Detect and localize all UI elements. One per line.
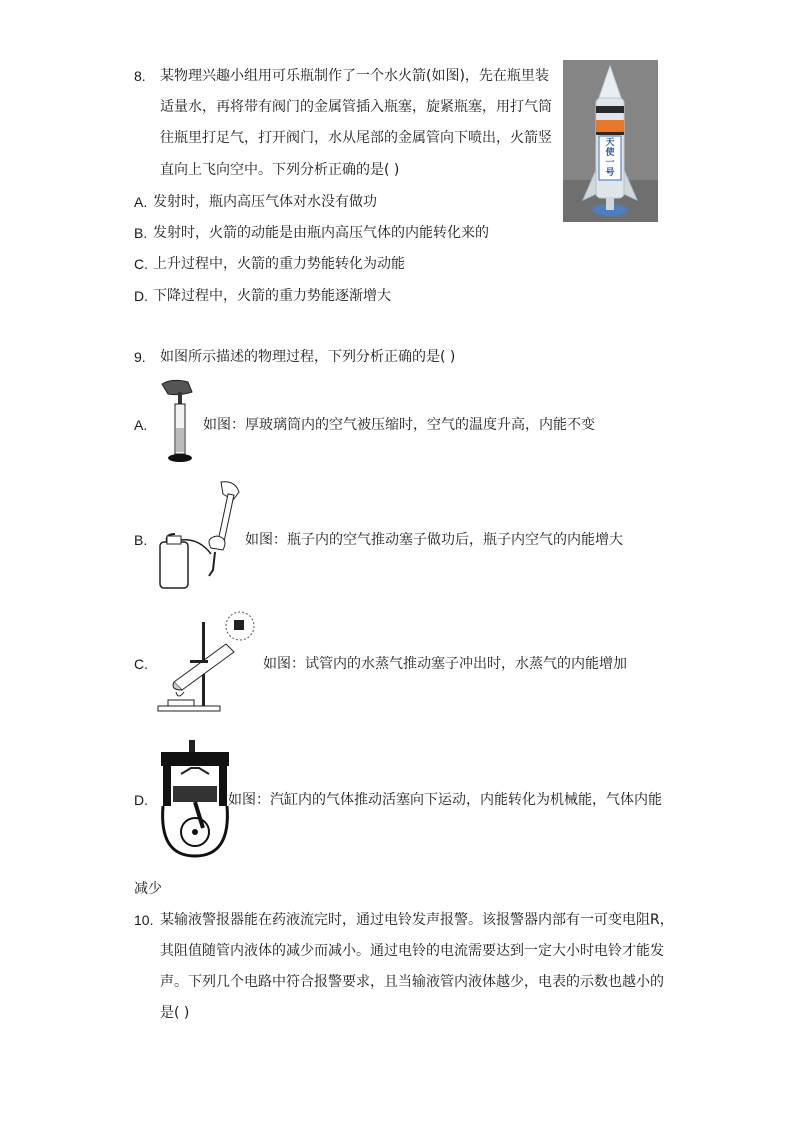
q8-option-d-text: 下降过程中，火箭的重力势能逐渐增大 [153,288,391,304]
compression-tube-figure [158,378,200,468]
q8-stem-line-4: 直向上飞向空中。下列分析正确的是( ) [160,162,400,178]
q9-option-a-key: A. [134,417,148,433]
q9-option-a-text: 如图：厚玻璃筒内的空气被压缩时，空气的温度升高，内能不变 [203,417,595,433]
q9-option-c-text: 如图：试管内的水蒸气推动塞子冲出时，水蒸气的内能增加 [263,656,627,672]
q10-number: 10. [134,912,154,928]
q8-option-b-key: B. [134,225,148,241]
q9-option-d-text: 如图：汽缸内的气体推动活塞向下运动，内能转化为机械能，气体内能 [228,792,662,808]
q10-stem-line-1: 某输液警报器能在药液流完时，通过电铃发声报警。该报警器内部有一可变电阻R， [160,912,674,928]
q8-stem-line-2: 适量水，再将带有阀门的金属管插入瓶塞，旋紧瓶塞，用打气筒 [160,99,552,115]
q10-stem-line-2: 其阻值随管内液体的减少而减小。通过电铃的电流需要达到一定大小时电铃才能发 [160,943,664,959]
q8-number: 8. [134,68,146,84]
q8-option-d-key: D. [134,288,148,304]
q9-stem: 如图所示描述的物理过程，下列分析正确的是( ) [160,349,456,365]
q8-option-c-key: C. [134,256,148,272]
bottle-pump-figure [155,478,243,596]
q9-number: 9. [134,349,146,365]
q10-stem-line-3: 声。下列几个电路中符合报警要求，且当输液管内液体越少，电表的示数也越小的 [160,974,664,990]
water-rocket-photo [563,60,658,222]
q9-option-c-key: C. [134,656,148,672]
q9-option-d-key: D. [134,792,148,808]
q9-option-d-wrap: 减少 [134,881,162,897]
rocket-label-char: 一 [605,158,615,168]
q8-stem-line-3: 往瓶里打足气，打开阀门，水从尾部的金属管向下喷出，火箭竖 [160,130,552,146]
q9-option-b-key: B. [134,532,148,548]
q8-stem-line-1: 某物理兴趣小组用可乐瓶制作了一个水火箭(如图)，先在瓶里装 [160,68,549,84]
rocket-label-char: 号 [605,168,615,178]
q8-option-a-text: 发射时，瓶内高压气体对水没有做功 [153,194,377,210]
q10-stem-line-4: 是( ) [160,1005,190,1021]
test-tube-steam-figure [154,608,264,716]
rocket-label-char: 使 [605,148,615,158]
q8-option-b-text: 发射时，火箭的动能是由瓶内高压气体的内能转化来的 [153,225,489,241]
engine-cylinder-figure [155,740,235,860]
rocket-label-char: 天 [605,138,615,148]
q8-option-a-key: A. [134,194,148,210]
rocket-label [603,138,617,178]
q8-option-c-text: 上升过程中，火箭的重力势能转化为动能 [153,256,405,272]
q9-option-b-text: 如图：瓶子内的空气推动塞子做功后，瓶子内空气的内能增大 [245,532,623,548]
